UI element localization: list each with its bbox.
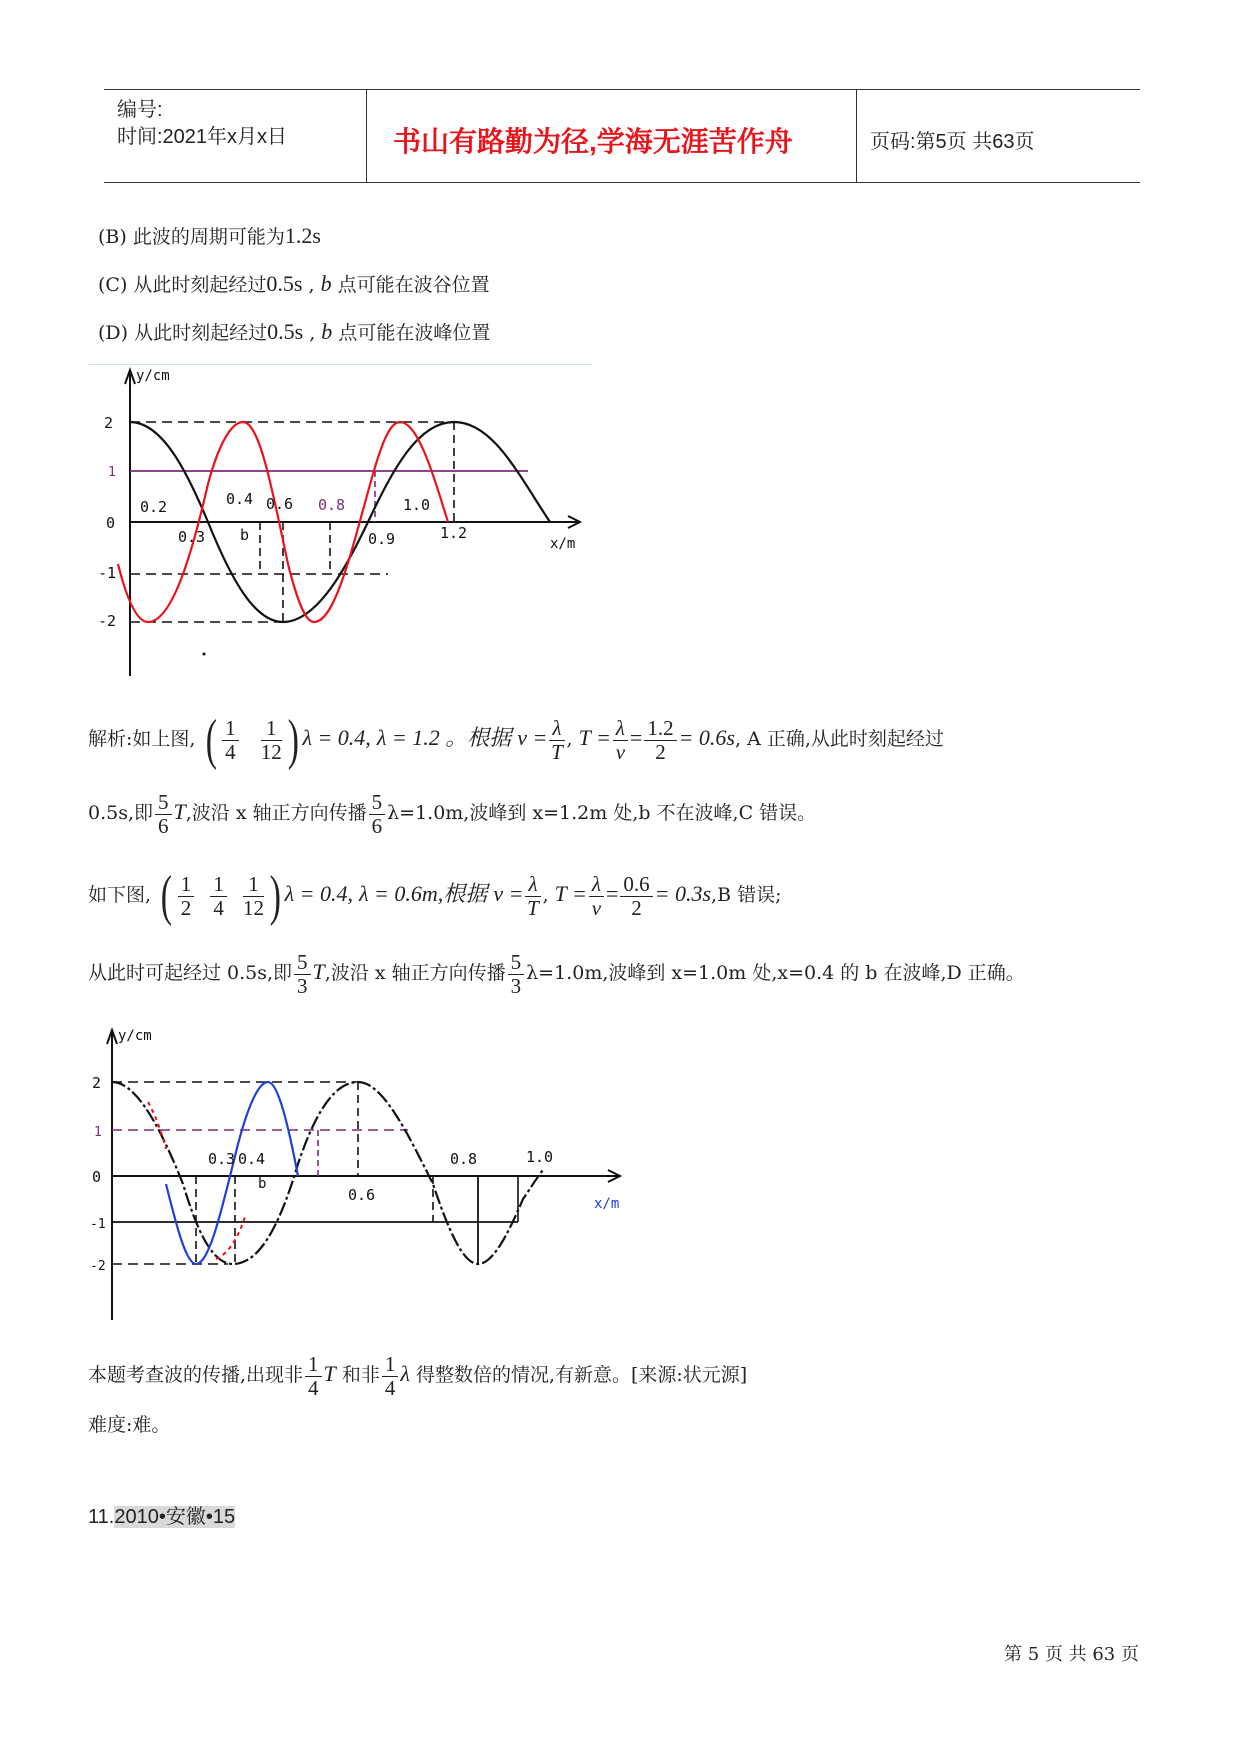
fig2-xlabel-10: 1.0 xyxy=(526,1148,554,1166)
fig2-ytick-m1: -1 xyxy=(90,1217,106,1232)
fig1-ytick-m2: -2 xyxy=(98,612,117,630)
option-d-value: 0.5s xyxy=(267,319,304,344)
frac-5-6b: $\frac{5}{6}$ xyxy=(369,791,386,836)
fig1-ytick-2: 2 xyxy=(104,414,114,432)
header-divider-left xyxy=(366,89,367,183)
paren-open: ( xyxy=(205,709,217,771)
T-eq-2: T = xyxy=(554,881,587,906)
T-value-2: = 0.3s xyxy=(654,881,712,906)
analysis-line-4 xyxy=(88,940,1025,1005)
header-top-border xyxy=(104,89,1140,90)
fig2-ytick-2: 2 xyxy=(92,1074,102,1092)
fig2-ytick-1: 1 xyxy=(94,1125,102,1140)
frac-06-2: $\frac{0.6}{2}$ xyxy=(620,873,652,918)
frac-1-4b: $\frac{1}{4}$ xyxy=(210,873,227,918)
fig1-xlabel-12: 1.2 xyxy=(440,524,468,542)
T-symbol-2: T xyxy=(312,959,325,984)
fig2-ytick-0: 0 xyxy=(92,1168,102,1186)
analysis-2-start: 0.5s,即 xyxy=(88,802,154,824)
fig1-xlabel-06: 0.6 xyxy=(266,495,294,513)
frac-1-4c: $\frac{1}{4}$ xyxy=(305,1353,322,1398)
analysis-1-a: λ = 0.4, xyxy=(302,725,371,750)
option-c-suffix: 点可能在波谷位置 xyxy=(337,274,490,296)
option-c-point: b xyxy=(320,271,332,296)
option-b xyxy=(98,222,321,249)
page-label: 页码:第5页 共63页 xyxy=(870,131,1035,153)
option-c-text: (C) 从此时刻起经过 xyxy=(98,274,267,296)
fig1-ytick-m1: -1 xyxy=(98,564,117,582)
paren-close-2: ) xyxy=(269,865,281,927)
T-eq: T = xyxy=(578,725,611,750)
fig2-y-axis-label: y/cm xyxy=(118,1028,152,1044)
frac-5-6: $\frac{5}{6}$ xyxy=(155,791,172,836)
comment-line xyxy=(88,1342,747,1407)
option-b-value: 1.2s xyxy=(284,223,321,248)
paren-close: ) xyxy=(287,709,299,771)
v-eq: v = xyxy=(517,725,548,750)
frac-lambda-T-2: $\frac{\lambda}{T}$ xyxy=(527,872,539,920)
analysis-3-a: λ = 0.4, xyxy=(284,881,353,906)
fig1-xlabel-10: 1.0 xyxy=(403,496,431,514)
header-divider-right xyxy=(856,89,857,183)
frac-1-12: $\frac{1}{12}$ xyxy=(260,716,282,764)
fig1-y-axis-label: y/cm xyxy=(136,368,170,384)
analysis-2-end: λ=1.0m,波峰到 x=1.2m 处,b 不在波峰,C 错误。 xyxy=(387,802,817,824)
fig2-x-axis-label: x/m xyxy=(594,1196,620,1212)
option-c-value: 0.5s xyxy=(266,271,303,296)
analysis-line-2 xyxy=(88,780,816,845)
option-d-suffix: 点可能在波峰位置 xyxy=(338,322,491,344)
option-d-text: (D) 从此时刻起经过 xyxy=(98,322,268,344)
question-number: 11. xyxy=(88,1506,115,1528)
fig1-xlabel-08: 0.8 xyxy=(318,496,346,514)
frac-lambda-v-2: $\frac{\lambda}{v}$ xyxy=(589,873,604,918)
analysis-line-3: 如下图, ( $\frac{1}{2}$ $\frac{1}{4}$ $\frac{1}{12}$ ) λ = 0.4, λ = 0.6m,根据 v = $\frac{\lambda}{T}$ , T = $\frac{\lambda}{v}$ = $\frac{0.6}{2}$ = 0.3s,B 错误; xyxy=(88,865,782,927)
analysis-4-mid: ,波沿 x 轴正方向传播 xyxy=(324,962,506,984)
fig2-xlabel-08: 0.8 xyxy=(450,1150,478,1168)
fig1-xlabel-03: 0.3 xyxy=(178,528,206,546)
analysis-4-end: λ=1.0m,波峰到 x=1.0m 处,x=0.4 的 b 在波峰,D 正确。 xyxy=(526,962,1025,984)
option-d: (D) 从此时刻起经过0.5s , b 点可能在波峰位置 xyxy=(98,319,491,344)
time-label: 时间:2021年x月x日 xyxy=(117,126,288,148)
frac-5-3: $\frac{5}{3}$ xyxy=(294,951,311,996)
comment-b: 和非 xyxy=(341,1364,380,1386)
analysis-1-start: 解析:如上图, xyxy=(88,728,196,750)
T-symbol-3: T xyxy=(323,1361,336,1386)
comment-c: 得整数倍的情况,有新意。[来源:状元源] xyxy=(415,1364,748,1386)
analysis-line-1: 解析:如上图, ( $\frac{1}{4}$ $\frac{1}{12}$ ) λ = 0.4, λ = 1.2 。根据 v = $\frac{\lambda}{T}$ , T = $\frac{\lambda}{v}$ = $\frac{1.2}{2}$ = 0.6s, A 正确,从此时刻起经过 xyxy=(88,709,944,771)
frac-5-3b: $\frac{5}{3}$ xyxy=(508,951,525,996)
fig1-ytick-1: 1 xyxy=(108,465,116,480)
fig1-xlabel-b: b xyxy=(240,526,250,544)
fig2-xlabel-03: 0.3 xyxy=(208,1150,236,1168)
T-value-1: = 0.6s xyxy=(678,725,735,750)
analysis-3-end: ,B 错误; xyxy=(711,884,782,906)
page-footer: 第 5 页 共 63 页 xyxy=(1004,1644,1139,1665)
wave-figure-1 xyxy=(88,364,598,684)
analysis-3-start: 如下图, xyxy=(88,884,152,906)
option-b-text: (B) 此波的周期可能为 xyxy=(98,226,285,248)
option-d-point: b xyxy=(321,319,333,344)
option-c: (C) 从此时刻起经过0.5s , b 点可能在波谷位置 xyxy=(98,271,490,296)
analysis-1-c: A 正确,从此时刻起经过 xyxy=(747,728,944,750)
frac-1-4: $\frac{1}{4}$ xyxy=(222,717,239,762)
fig2-ytick-m2: -2 xyxy=(90,1259,106,1274)
comment-a: 本题考查波的传播,出现非 xyxy=(88,1364,304,1386)
fig2-xlabel-04: 0.4 xyxy=(238,1150,266,1168)
v-eq-2: v = xyxy=(493,881,524,906)
serial-label: 编号: xyxy=(117,99,163,121)
frac-lambda-T: $\frac{\lambda}{T}$ xyxy=(551,716,563,764)
T-symbol-1: T xyxy=(173,799,186,824)
fig1-ytick-0: 0 xyxy=(106,514,116,532)
fig2-xlabel-b: b xyxy=(258,1176,267,1192)
lambda-symbol: λ xyxy=(400,1361,410,1386)
fig1-xlabel-09: 0.9 xyxy=(368,530,396,548)
analysis-4-start: 从此时可起经过 0.5s,即 xyxy=(88,962,293,984)
next-question xyxy=(88,1500,235,1529)
paren-open-2: ( xyxy=(160,865,173,927)
question-tag: 2010•安徽•15 xyxy=(114,1506,236,1528)
analysis-2-mid: ,波沿 x 轴正方向传播 xyxy=(185,802,367,824)
frac-lambda-v: $\frac{\lambda}{v}$ xyxy=(613,717,628,762)
analysis-3-b: λ = 0.6m,根据 xyxy=(359,881,488,906)
fig2-blue-wave xyxy=(166,1082,298,1264)
fig1-dot xyxy=(203,653,206,656)
frac-12-2: $\frac{1.2}{2}$ xyxy=(644,717,676,762)
fig2-red-frag-2 xyxy=(216,1214,246,1259)
frac-1-2: $\frac{1}{2}$ xyxy=(178,873,195,918)
analysis-1-b: λ = 1.2 。根据 xyxy=(376,725,512,750)
fig2-xlabel-06: 0.6 xyxy=(348,1186,376,1204)
fig1-xlabel-02: 0.2 xyxy=(140,498,168,516)
fig1-x-axis-label: x/m xyxy=(550,536,576,552)
motto: 书山有路勤为径,学海无涯苦作舟 xyxy=(393,126,793,157)
fig1-xlabel-04: 0.4 xyxy=(226,490,254,508)
difficulty: 难度:难。 xyxy=(88,1414,171,1436)
frac-1-12b: $\frac{1}{12}$ xyxy=(242,872,264,920)
frac-1-4d: $\frac{1}{4}$ xyxy=(382,1353,399,1398)
header-bottom-border xyxy=(104,182,1140,183)
wave-figure-2 xyxy=(88,1024,628,1328)
